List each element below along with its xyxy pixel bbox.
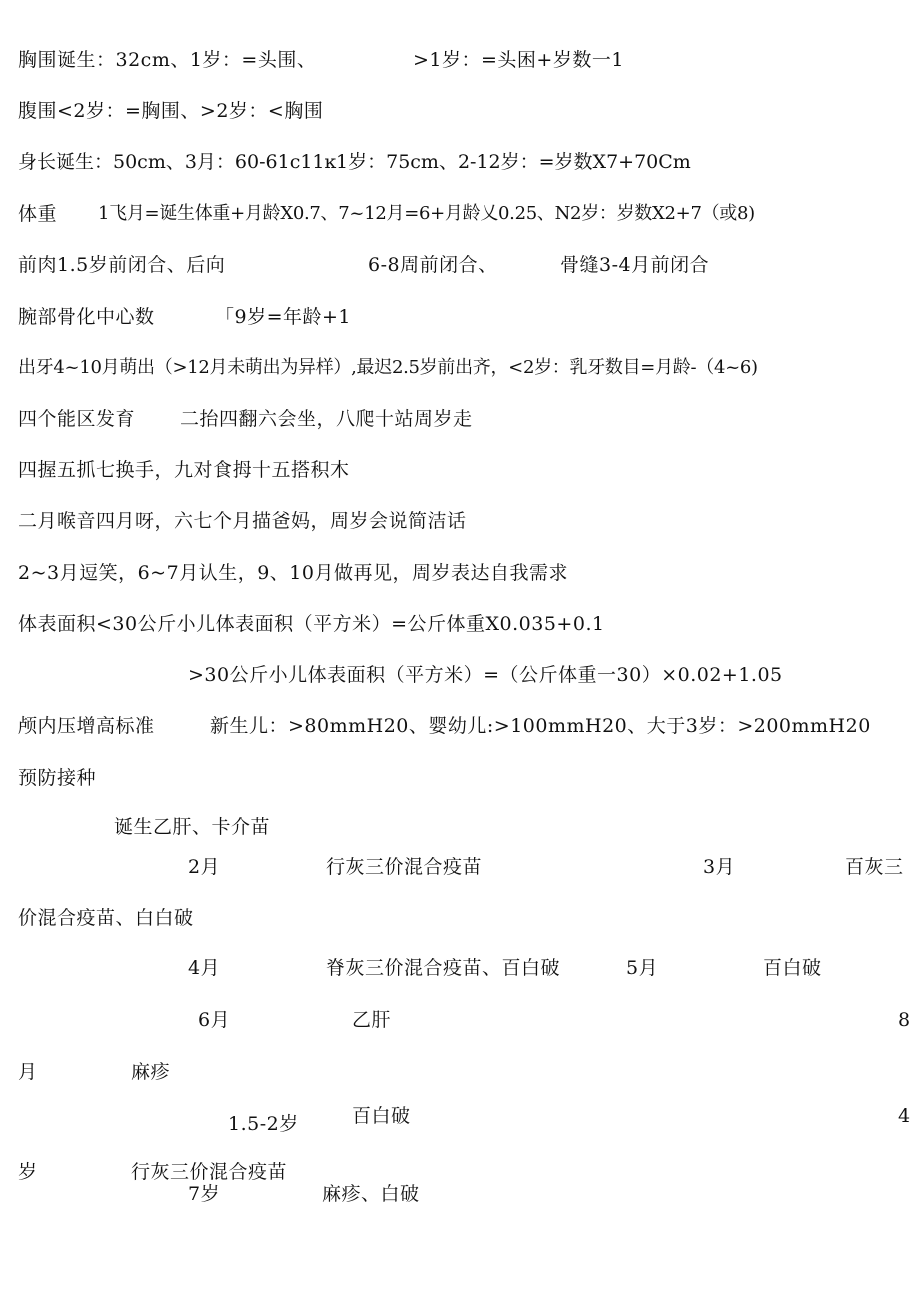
text-line: 7岁: [188, 1183, 221, 1205]
text-line: 骨缝3-4月前闭合: [560, 254, 710, 276]
text-line: >1岁：=头困+岁数一1: [413, 49, 624, 71]
text-line: 体表面积<30公斤小儿体表面积（平方米）=公斤体重X0.035+0.1: [18, 613, 605, 635]
text-line: 胸围诞生：32cm、1岁：=头围、: [18, 49, 317, 71]
text-line: 8: [898, 1009, 911, 1031]
text-line: 3月: [703, 856, 736, 878]
text-line: 腹围<2岁：=胸围、>2岁：<胸围: [18, 100, 324, 122]
clipped-text: [131, 1160, 331, 1183]
text-line: 百白破: [352, 1105, 411, 1127]
clipped-text: [18, 1160, 58, 1183]
text-line: 出牙4~10月萌出（>12月未萌出为异样）,最迟2.5岁前出齐，<2岁：乳牙数目=月龄-（4~6): [18, 357, 758, 378]
text-line: 二月喉音四月呀，六七个月描爸妈，周岁会说简洁话: [18, 510, 467, 532]
text-line: 颅内压增高标准: [18, 715, 155, 737]
text-line: 腕部骨化中心数: [18, 306, 155, 328]
text-line: 四握五抓七换手，九对食拇十五搭积木: [18, 459, 350, 481]
text-line: 百灰三: [845, 856, 904, 878]
text-line: 岁: [18, 1161, 38, 1183]
text-line: 二抬四翻六会坐，八爬十站周岁走: [180, 408, 473, 430]
text-line: 「9岁=年龄+1: [215, 306, 352, 328]
text-line: 月: [18, 1061, 38, 1083]
text-line: 诞生乙肝、卡介苗: [114, 816, 271, 838]
text-line: 行灰三价混合疫苗: [131, 1161, 288, 1183]
text-line: 2月: [188, 856, 221, 878]
text-line: 百白破: [763, 957, 822, 979]
text-line: 6-8周前闭合、: [368, 254, 498, 276]
text-line: 行灰三价混合疫苗: [326, 856, 483, 878]
text-line: 1.5-2岁: [228, 1113, 299, 1135]
text-line: 麻疹、白破: [322, 1183, 420, 1205]
text-line: 价混合疫苗、白白破: [18, 907, 194, 929]
text-line: 体重: [18, 203, 58, 225]
text-line: 前肉1.5岁前闭合、后向: [18, 254, 226, 276]
section-heading: 预防接种: [18, 767, 97, 789]
text-line: >30公斤小儿体表面积（平方米）=（公斤体重一30）×0.02+1.05: [188, 664, 783, 686]
text-line: 1飞月=诞生体重+月龄X0.7、7~12月=6+月龄乂0.25、N2岁：岁数X2+7（或8): [98, 203, 755, 224]
clipped-text: [352, 1104, 432, 1127]
text-line: 5月: [626, 957, 659, 979]
text-line: 4: [898, 1105, 911, 1127]
text-line: 乙肝: [352, 1009, 392, 1031]
text-line: 四个能区发育: [18, 408, 136, 430]
text-line: 2~3月逗笑，6~7月认生，9、10月做再见，周岁表达自我需求: [18, 562, 568, 584]
text-line: 脊灰三价混合疫苗、百白破: [326, 957, 561, 979]
text-line: 4月: [188, 957, 221, 979]
text-line: 6月: [198, 1009, 231, 1031]
text-line: 新生儿：>80mmH20、婴幼儿:>100mmH20、大于3岁：>200mmH20: [210, 715, 871, 737]
text-line: 身长诞生：50cm、3月：60-61c11ĸ1岁：75cm、2-12岁：=岁数X7+70Cm: [18, 151, 691, 173]
text-line: 麻疹: [131, 1061, 171, 1083]
